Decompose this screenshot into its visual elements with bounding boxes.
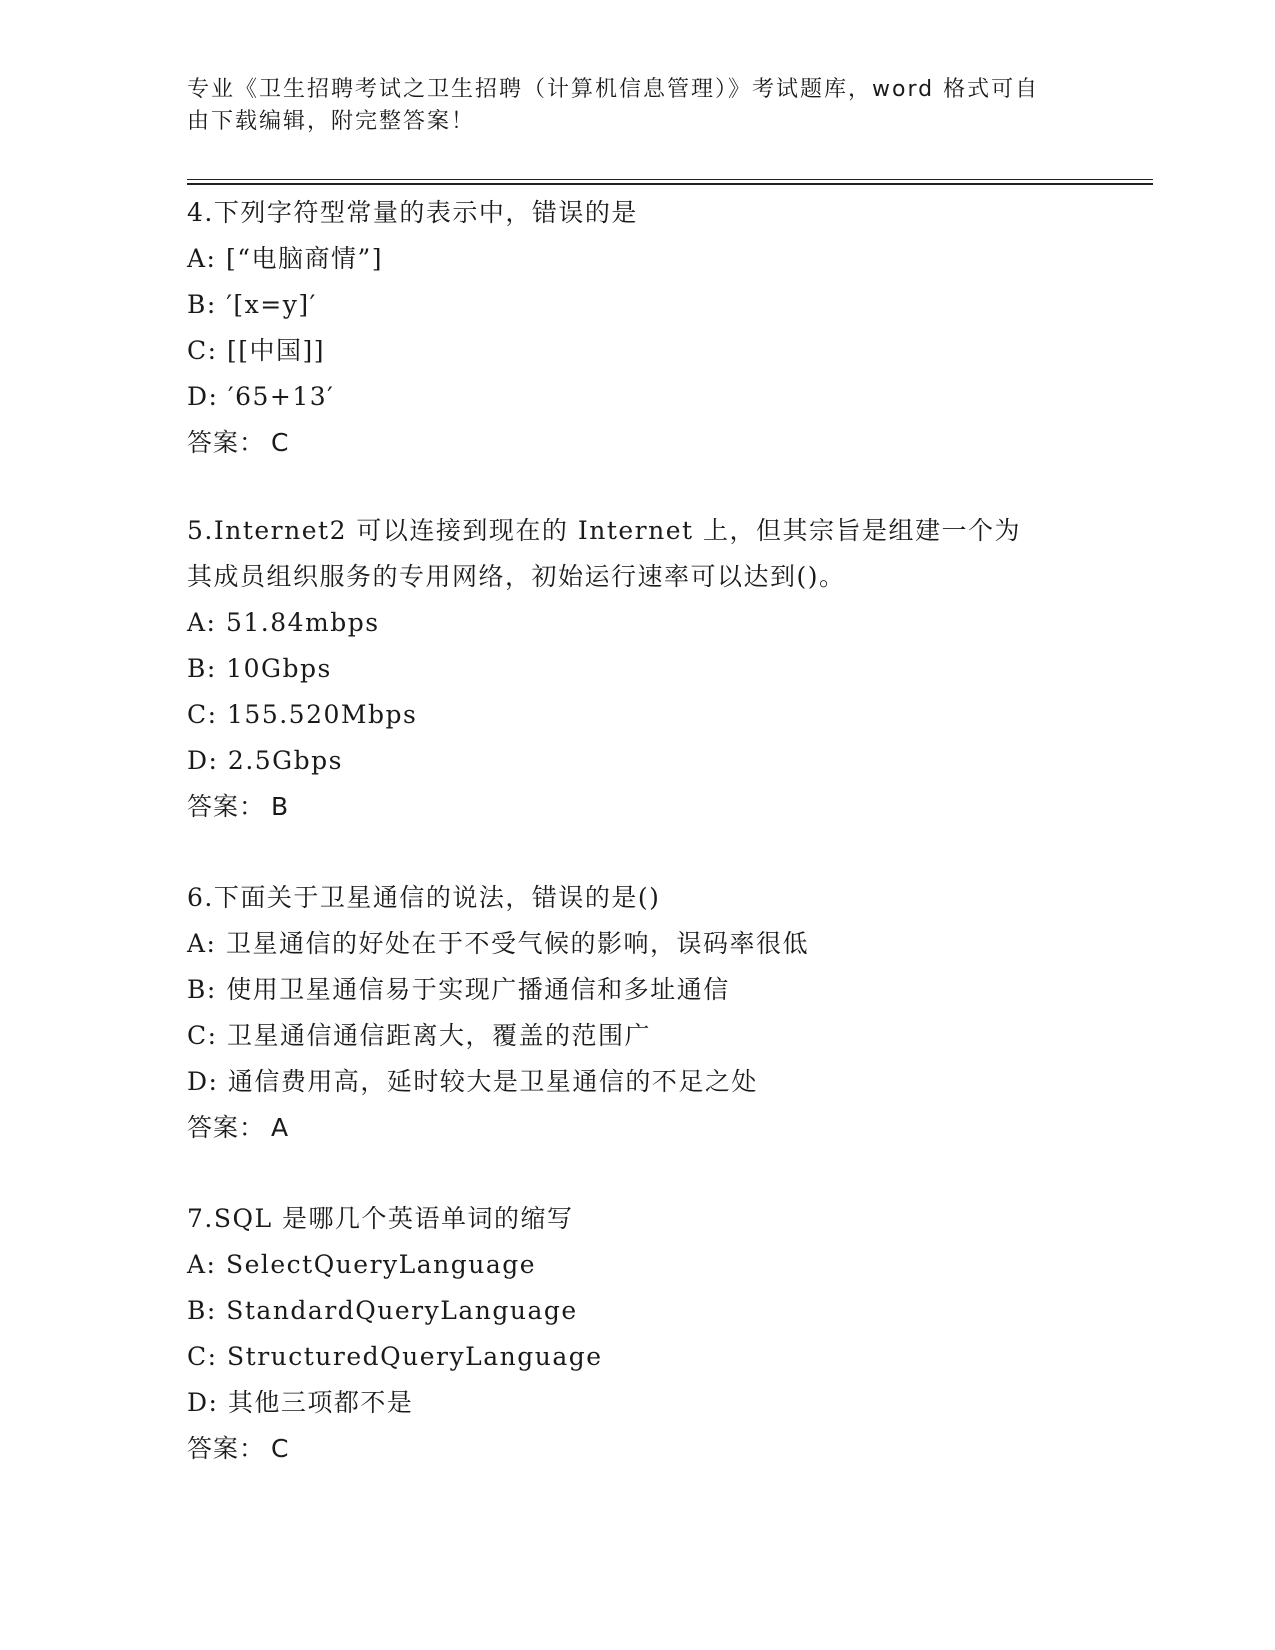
option-text: 51.84mbps [225,608,380,637]
option-text: StructuredQueryLanguage [227,1342,603,1371]
option-label: B: [187,654,217,683]
option-text: StandardQueryLanguage [226,1296,578,1325]
option-c [187,692,1087,738]
option-label: A: [187,608,217,637]
option-c [187,1334,1087,1380]
option-text: 155.520Mbps [227,700,418,729]
answer-label: 答案： [187,1434,266,1463]
question-stem: 4.下列字符型常量的表示中，错误的是 [187,198,638,227]
option-d [187,738,1087,784]
header-line-1: 专业《卫生招聘考试之卫生招聘（计算机信息管理）》考试题库，word 格式可自 [187,77,1040,102]
option-label: B: [187,1296,217,1325]
option-d [187,374,1087,420]
question-stem: 6.下面关于卫星通信的说法，错误的是() [187,883,661,912]
option-text: ′65+13′ [227,382,335,411]
option-label: D: [187,1388,219,1417]
option-label: C: [187,700,218,729]
option-label: C: [187,1021,218,1050]
option-text: ′[x=y]′ [226,290,317,319]
option-d [187,1059,1087,1105]
option-a [187,921,1087,967]
option-c [187,1013,1087,1059]
question-stem: 5.Internet2 可以连接到现在的 Internet 上，但其宗旨是组建一个为 [187,516,1022,545]
answer-line [187,1105,1087,1151]
question-stem: 7.SQL 是哪几个英语单词的缩写 [187,1204,574,1233]
option-label: D: [187,746,219,775]
document-header [187,74,1067,138]
answer-label: 答案： [187,792,266,821]
option-b [187,967,1087,1013]
option-label: D: [187,1067,219,1096]
answer-value: B [271,792,290,821]
option-text: 卫星通信通信距离大，覆盖的范围广 [227,1021,652,1050]
answer-value: C [271,428,290,457]
option-label: D: [187,382,219,411]
answer-line [187,784,1087,830]
option-text: 其他三项都不是 [227,1388,414,1417]
option-a [187,236,1087,282]
option-label: C: [187,1342,218,1371]
header-line-2: 由下载编辑，附完整答案！ [187,109,476,134]
option-b [187,646,1087,692]
option-text: SelectQueryLanguage [225,1250,537,1279]
option-label: A: [187,244,217,273]
option-text: 2.5Gbps [227,746,343,775]
option-label: B: [187,290,217,319]
answer-line [187,420,1087,466]
option-d [187,1380,1087,1426]
question-stem-continued: 其成员组织服务的专用网络，初始运行速率可以达到()。 [187,562,846,591]
question-4 [187,190,1087,466]
option-b [187,282,1087,328]
header-divider-thin [187,179,1153,180]
option-text: 使用卫星通信易于实现广播通信和多址通信 [226,975,730,1004]
question-6 [187,875,1087,1151]
answer-label: 答案： [187,428,266,457]
option-label: C: [187,336,218,365]
option-text: 10Gbps [226,654,332,683]
option-text: [“电脑商情”] [225,244,384,273]
option-text: 卫星通信的好处在于不受气候的影响，误码率很低 [225,929,809,958]
option-label: A: [187,929,217,958]
answer-value: C [271,1434,290,1463]
option-label: A: [187,1250,217,1279]
question-7 [187,1196,1087,1472]
answer-label: 答案： [187,1113,266,1142]
answer-value: A [271,1113,290,1142]
question-5 [187,508,1087,830]
answer-line [187,1426,1087,1472]
option-text: [[中国]] [227,336,326,365]
option-c [187,328,1087,374]
option-text: 通信费用高，延时较大是卫星通信的不足之处 [227,1067,758,1096]
header-divider-thick [187,183,1153,185]
option-label: B: [187,975,217,1004]
option-b [187,1288,1087,1334]
option-a [187,1242,1087,1288]
option-a [187,600,1087,646]
